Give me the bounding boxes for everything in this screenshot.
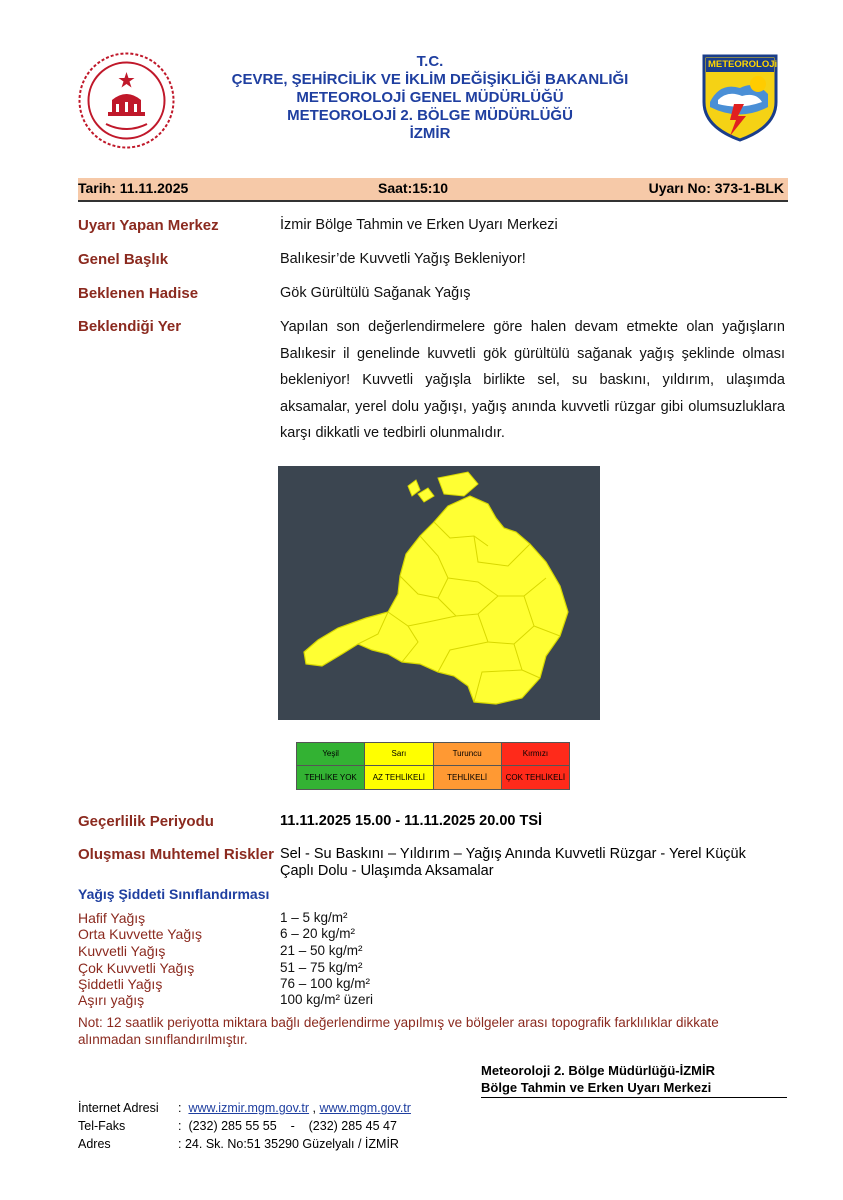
class-name-6: Aşırı yağış [78,992,145,1008]
title-label: Genel Başlık [78,251,169,268]
tel-fax-numbers: (232) 285 55 55 - (232) 285 45 47 [188,1119,397,1133]
header-regional: METEOROLOJİ 2. BÖLGE MÜDÜRLÜĞÜ [287,107,573,124]
footer-addr-label: Adres [78,1137,111,1151]
class-name-2: Orta Kuvvette Yağış [78,926,202,942]
ministry-seal [78,52,175,149]
legend-yellow-level: AZ TEHLİKELİ [365,766,432,789]
footer-colon-1: : [178,1101,182,1115]
footer-tel-label: Tel-Faks [78,1119,126,1133]
time-text: Saat:15:10 [378,180,449,196]
footer-web-label: İnternet Adresi [78,1101,159,1115]
footer-colon-2: : [178,1119,182,1133]
legend-yellow-name: Sarı [365,743,432,766]
legend-yellow [365,743,433,789]
footer-web-value [178,1101,411,1115]
center-value: İzmir Bölge Tahmin ve Erken Uyarı Merkezi [280,217,558,233]
classification-heading: Yağış Şiddeti Sınıflandırması [78,886,270,902]
logo-text: METEOROLOJi [708,59,778,70]
footer-tel-value [178,1119,397,1133]
address-text: 24. Sk. No:51 35290 Güzelyalı / İZMİR [184,1137,399,1151]
warning-number: Uyarı No: 373-1-BLK [648,180,784,196]
legend-red [502,743,569,789]
risks-label: Oluşması Muhtemel Riskler [78,846,274,863]
signature-line-2: Bölge Tahmin ve Erken Uyarı Merkezi [481,1080,712,1095]
legend-red-level: ÇOK TEHLİKELİ [502,766,569,789]
hazard-legend [296,742,570,790]
class-name-3: Kuvvetli Yağış [78,943,166,959]
title-value: Balıkesir’de Kuvvetli Yağış Bekleniyor! [280,251,526,267]
class-range-6: 100 kg/m² üzeri [280,992,374,1007]
legend-red-name: Kırmızı [502,743,569,766]
class-range-2: 6 – 20 kg/m² [280,926,356,941]
header-city: İZMİR [409,125,451,142]
legend-orange [434,743,502,789]
signature-line-1: Meteoroloji 2. Bölge Müdürlüğü-İZMİR [481,1063,715,1078]
date-text: Tarih: 11.11.2025 [78,180,189,196]
warning-map [278,466,600,720]
web-link-mgm[interactable]: www.mgm.gov.tr [319,1101,411,1115]
classification-note: Not: 12 saatlik periyotta miktara bağlı değerlendirme yapılmış ve bölgeler arası topografik farklılıklar dikkate alınmadan sınıflandırılmıştır. [78,1015,719,1047]
class-name-5: Şiddetli Yağış [78,976,163,992]
legend-green-name: Yeşil [297,743,364,766]
date-bar [78,178,788,202]
header-tc: T.C. [416,53,444,70]
web-separator: , [309,1101,320,1115]
signature-divider [481,1097,787,1098]
legend-green [297,743,365,789]
class-name-1: Hafif Yağış [78,910,146,926]
meteoroloji-logo [700,52,780,142]
place-description: Yapılan son değerlendirmelere göre halen devam etmekte olan yağışların Balıkesir il genelinde kuvvetli gök gürültülü sağanak yağış şeklinde olması bekleniyor! Kuvvetli yağışla birlikte sel, su baskını, yıldırım, ulaşımda aksamalar, yerel dolu yağışı, yağış anında kuvvetli rüzgar gibi olumsuzluklara karşı dikkatli ve tedbirli olunmalıdır. [280,319,785,441]
event-label: Beklenen Hadise [78,285,199,302]
center-label: Uyarı Yapan Merkez [78,217,219,234]
legend-green-level: TEHLİKE YOK [297,766,364,789]
footer-addr-value [178,1137,399,1151]
class-name-4: Çok Kuvvetli Yağış [78,960,195,976]
class-range-4: 51 – 75 kg/m² [280,960,363,975]
legend-orange-level: TEHLİKELİ [434,766,501,789]
validity-label: Geçerlilik Periyodu [78,813,214,830]
risks-value: Sel - Su Baskını – Yıldırım – Yağış Anında Kuvvetli Rüzgar - Yerel Küçük Çaplı Dolu - Ulaşımda Aksamalar [280,846,746,879]
footer-colon-3: : [178,1137,182,1151]
place-label: Beklendiği Yer [78,318,182,335]
class-range-3: 21 – 50 kg/m² [280,943,363,958]
validity-value: 11.11.2025 15.00 - 11.11.2025 20.00 TSİ [280,813,543,829]
header-directorate: METEOROLOJİ GENEL MÜDÜRLÜĞÜ [296,89,564,106]
header-ministry: ÇEVRE, ŞEHİRCİLİK VE İKLİM DEĞİŞİKLİĞİ BAKANLIĞI [231,71,629,88]
legend-orange-name: Turuncu [434,743,501,766]
class-range-5: 76 – 100 kg/m² [280,976,371,991]
class-range-1: 1 – 5 kg/m² [280,910,348,925]
event-value: Gök Gürültülü Sağanak Yağış [280,285,471,301]
web-link-izmir[interactable]: www.izmir.mgm.gov.tr [188,1101,310,1115]
